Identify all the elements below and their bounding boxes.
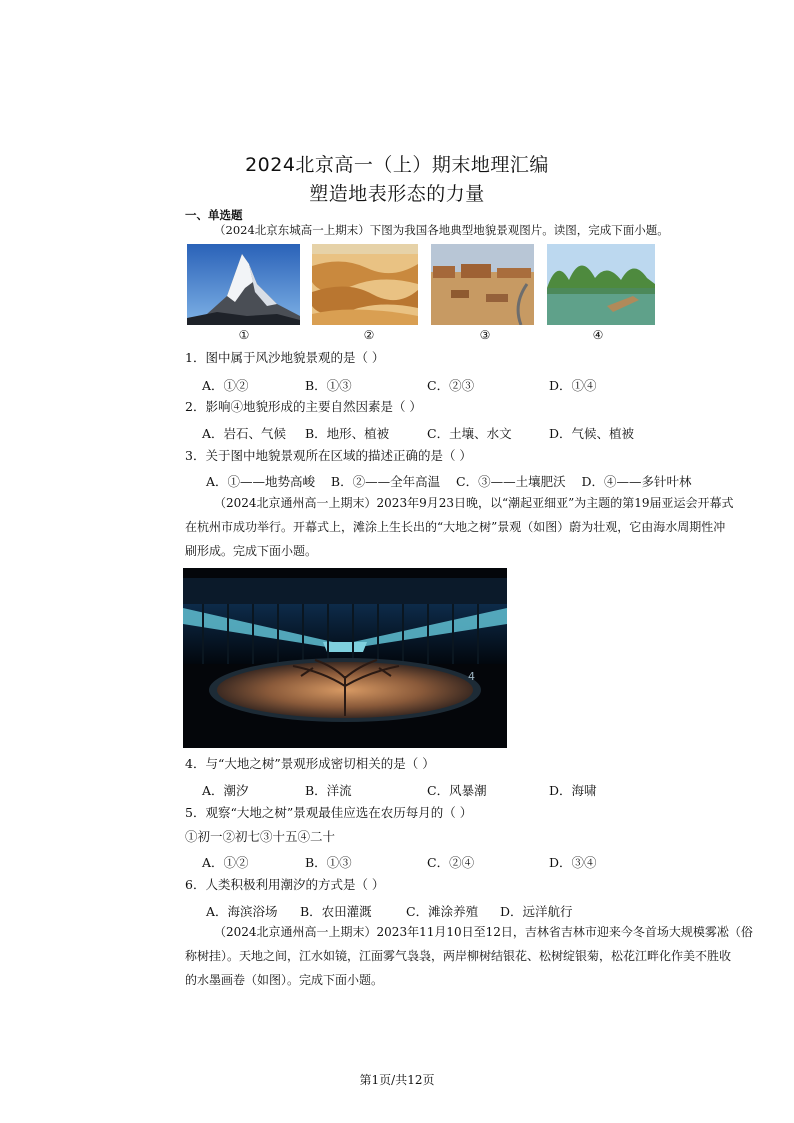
question-2-stem: 2．影响④地貌形成的主要自然因素是（ ） xyxy=(185,399,422,414)
question-4-stem: 4．与“大地之树”景观形成密切相关的是（ ） xyxy=(185,756,435,771)
question-6-option-b: B．农田灌溉 xyxy=(300,904,372,919)
caption-4: ④ xyxy=(592,328,604,342)
intro-paragraph-3-line-3: 的水墨画卷（如图）。完成下面小题。 xyxy=(185,973,384,987)
document-title: 2024北京高一（上）期末地理汇编 xyxy=(245,154,549,176)
question-6-option-a: A．海滨浴场 xyxy=(206,904,278,919)
stage-number: 4 xyxy=(468,670,475,683)
question-3-options: A．①——地势高峻 B．②——全年高温 C．③——土壤肥沃 D．④——多针叶林 xyxy=(206,474,692,489)
intro-paragraph-3-line-1: （2024北京通州高一上期末）2023年11月10日至12日，吉林省吉林市迎来今冬首场大规模雾凇（俗 xyxy=(214,925,753,939)
question-5-option-b: B．①③ xyxy=(305,855,352,870)
question-4-option-c: C．风暴潮 xyxy=(427,783,487,798)
question-2-option-d: D．气候、植被 xyxy=(549,426,635,441)
question-2-option-a: A．岩石、气候 xyxy=(202,426,287,441)
photo-desert-dunes xyxy=(312,244,418,325)
question-6-option-c: C．滩涂养殖 xyxy=(406,904,479,919)
intro-paragraph-2-line-1: （2024北京通州高一上期末）2023年9月23日晚，以“潮起亚细亚”为主题的第19届亚运会开幕式 xyxy=(214,496,734,510)
question-1-option-d: D．①④ xyxy=(549,378,597,393)
question-5-items: ①初一②初七③十五④二十 xyxy=(185,829,336,844)
question-5-option-a: A．①② xyxy=(202,855,249,870)
question-6-stem: 6．人类积极利用潮汐的方式是（ ） xyxy=(185,877,385,892)
intro-paragraph-1: （2024北京东城高一上期末）下图为我国各地典型地貌景观图片。读图，完成下面小题。 xyxy=(214,223,669,237)
question-4-option-b: B．洋流 xyxy=(305,783,352,798)
question-5-stem: 5．观察“大地之树”景观最佳应选在农历每月的（ ） xyxy=(185,805,473,820)
question-2-option-b: B．地形、植被 xyxy=(305,426,390,441)
question-1-option-b: B．①③ xyxy=(305,378,352,393)
question-1-option-a: A．①② xyxy=(202,378,249,393)
photo-yardang-landform xyxy=(431,244,534,325)
question-3-stem: 3．关于图中地貌景观所在区域的描述正确的是（ ） xyxy=(185,448,472,463)
question-6-option-d: D．远洋航行 xyxy=(500,904,573,919)
photo-tree-of-earth-stage xyxy=(183,568,507,748)
photo-mountain xyxy=(187,244,300,325)
caption-3: ③ xyxy=(479,328,491,342)
section-heading: 一、单选题 xyxy=(185,208,243,222)
intro-paragraph-2-line-2: 在杭州市成功举行。开幕式上，滩涂上生长出的“大地之树”景观（如图）蔚为壮观，它由海水周期性冲 xyxy=(185,520,726,534)
caption-1: ① xyxy=(238,328,250,342)
question-2-option-c: C．土壤、水文 xyxy=(427,426,512,441)
document-subtitle: 塑造地表形态的力量 xyxy=(309,183,485,205)
question-5-option-c: C．②④ xyxy=(427,855,475,870)
question-4-option-d: D．海啸 xyxy=(549,783,597,798)
intro-paragraph-2-line-3: 刷形成。完成下面小题。 xyxy=(185,544,318,558)
caption-2: ② xyxy=(363,328,375,342)
question-1-stem: 1．图中属于风沙地貌景观的是（ ） xyxy=(185,350,385,365)
photo-karst-river xyxy=(547,244,655,325)
intro-paragraph-3-line-2: 称树挂）。天地之间，江水如镜，江面雾气袅袅，两岸柳树结银花、松树绽银菊，松花江畔化作美不胜收 xyxy=(185,949,732,963)
page-footer: 第1页/共12页 xyxy=(359,1073,435,1087)
question-5-option-d: D．③④ xyxy=(549,855,597,870)
question-1-option-c: C．②③ xyxy=(427,378,475,393)
question-4-option-a: A．潮汐 xyxy=(202,783,249,798)
